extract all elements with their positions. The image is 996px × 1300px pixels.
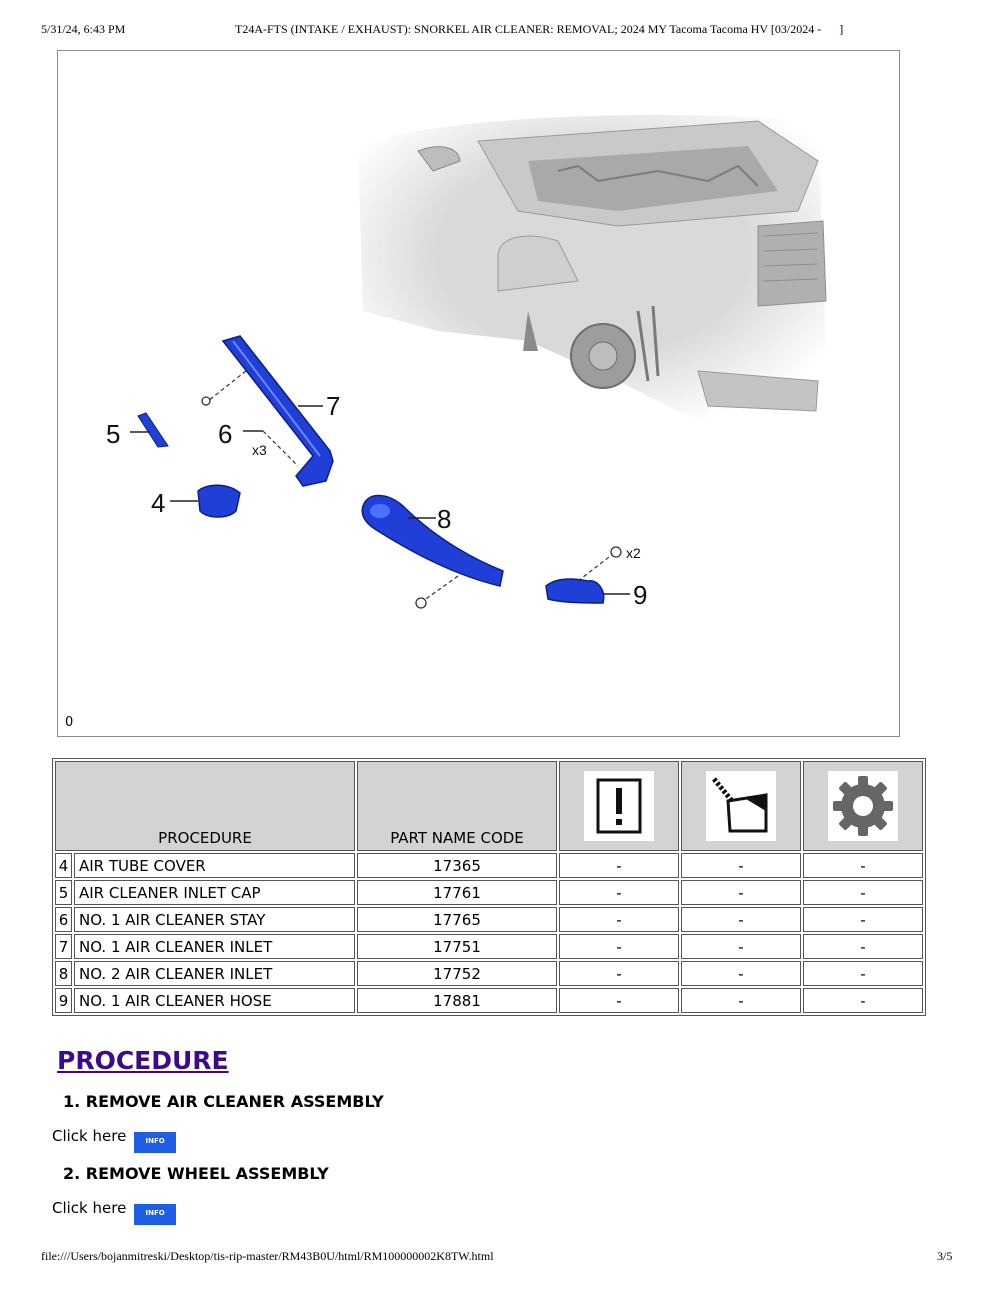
caution-flag: - bbox=[559, 880, 679, 905]
print-header bbox=[0, 22, 996, 40]
item-number: 5 bbox=[55, 880, 72, 905]
quantity-x2: x2 bbox=[626, 545, 641, 561]
lubricant-flag: - bbox=[681, 853, 801, 878]
item-number: 4 bbox=[55, 853, 72, 878]
table-row bbox=[55, 880, 923, 905]
quantity-x3: x3 bbox=[252, 442, 267, 458]
callout-9: 9 bbox=[633, 580, 648, 610]
item-number: 7 bbox=[55, 934, 72, 959]
print-footer bbox=[0, 1249, 996, 1267]
part-code: 17765 bbox=[357, 907, 557, 932]
part-name: AIR CLEANER INLET CAP bbox=[74, 880, 355, 905]
part-name: NO. 1 AIR CLEANER HOSE bbox=[74, 988, 355, 1013]
tools-flag: - bbox=[803, 961, 923, 986]
part-code: 17751 bbox=[357, 934, 557, 959]
step-1-title: 1. REMOVE AIR CLEANER ASSEMBLY bbox=[63, 1092, 384, 1111]
tools-flag: - bbox=[803, 880, 923, 905]
part-9-hose bbox=[546, 547, 630, 603]
lubricant-flag: - bbox=[681, 880, 801, 905]
tools-flag: - bbox=[803, 934, 923, 959]
item-number: 9 bbox=[55, 988, 72, 1013]
procedure-heading-link[interactable]: PROCEDURE bbox=[57, 1046, 229, 1075]
page-number: 3/5 bbox=[937, 1249, 953, 1263]
part-name: NO. 1 AIR CLEANER INLET bbox=[74, 934, 355, 959]
caution-flag: - bbox=[559, 907, 679, 932]
exploded-diagram bbox=[57, 50, 900, 737]
lubricant-flag: - bbox=[681, 988, 801, 1013]
tools-flag: - bbox=[803, 853, 923, 878]
part-name: NO. 1 AIR CLEANER STAY bbox=[74, 907, 355, 932]
table-row bbox=[55, 853, 923, 878]
callout-6: 6 bbox=[218, 419, 233, 449]
callout-7: 7 bbox=[326, 391, 341, 421]
table-row bbox=[55, 961, 923, 986]
figure-caption: 0 bbox=[65, 715, 74, 730]
step-1-link-line bbox=[52, 1127, 176, 1153]
parts-table bbox=[52, 758, 926, 1016]
table-row bbox=[55, 907, 923, 932]
callout-5: 5 bbox=[106, 419, 121, 449]
print-page-title: T24A-FTS (INTAKE / EXHAUST): SNORKEL AIR CLEANER: REMOVAL; 2024 MY Tacoma Tacoma HV [03/2024 - ] bbox=[235, 22, 844, 36]
lubricant-flag: - bbox=[681, 934, 801, 959]
header-part-name-code: PART NAME CODE bbox=[357, 761, 557, 851]
part-5-inlet-cap bbox=[130, 413, 168, 447]
gear-icon bbox=[828, 771, 898, 841]
diagram-illustration bbox=[58, 51, 899, 736]
caution-flag: - bbox=[559, 934, 679, 959]
item-number: 8 bbox=[55, 961, 72, 986]
click-here-text: Click here bbox=[52, 1199, 127, 1217]
part-code: 17365 bbox=[357, 853, 557, 878]
caution-icon bbox=[584, 771, 654, 841]
caution-flag: - bbox=[559, 853, 679, 878]
step-2-link-line bbox=[52, 1199, 176, 1225]
truck-front-illustration bbox=[358, 115, 828, 421]
caution-flag: - bbox=[559, 961, 679, 986]
print-datetime: 5/31/24, 6:43 PM bbox=[41, 22, 126, 36]
lubricant-flag: - bbox=[681, 907, 801, 932]
caution-flag: - bbox=[559, 988, 679, 1013]
callout-4: 4 bbox=[151, 488, 166, 518]
tools-flag: - bbox=[803, 907, 923, 932]
part-code: 17881 bbox=[357, 988, 557, 1013]
table-row bbox=[55, 988, 923, 1013]
item-number: 6 bbox=[55, 907, 72, 932]
info-button[interactable]: INFO bbox=[134, 1132, 176, 1153]
lubricant-icon bbox=[706, 771, 776, 841]
click-here-text: Click here bbox=[52, 1127, 127, 1145]
step-2-title: 2. REMOVE WHEEL ASSEMBLY bbox=[63, 1164, 329, 1183]
part-code: 17761 bbox=[357, 880, 557, 905]
header-lubricant bbox=[681, 761, 801, 851]
part-7-snorkel bbox=[202, 336, 333, 486]
header-procedure: PROCEDURE bbox=[55, 761, 355, 851]
header-caution bbox=[559, 761, 679, 851]
table-row bbox=[55, 934, 923, 959]
lubricant-flag: - bbox=[681, 961, 801, 986]
callout-8: 8 bbox=[437, 504, 452, 534]
tools-flag: - bbox=[803, 988, 923, 1013]
part-8-inlet bbox=[362, 495, 503, 608]
part-name: AIR TUBE COVER bbox=[74, 853, 355, 878]
info-button[interactable]: INFO bbox=[134, 1204, 176, 1225]
part-code: 17752 bbox=[357, 961, 557, 986]
part-4-tube-cover bbox=[170, 485, 240, 517]
page-file-path: file:///Users/bojanmitreski/Desktop/tis-rip-master/RM43B0U/html/RM100000002K8TW.html bbox=[41, 1249, 494, 1263]
part-name: NO. 2 AIR CLEANER INLET bbox=[74, 961, 355, 986]
header-tools bbox=[803, 761, 923, 851]
